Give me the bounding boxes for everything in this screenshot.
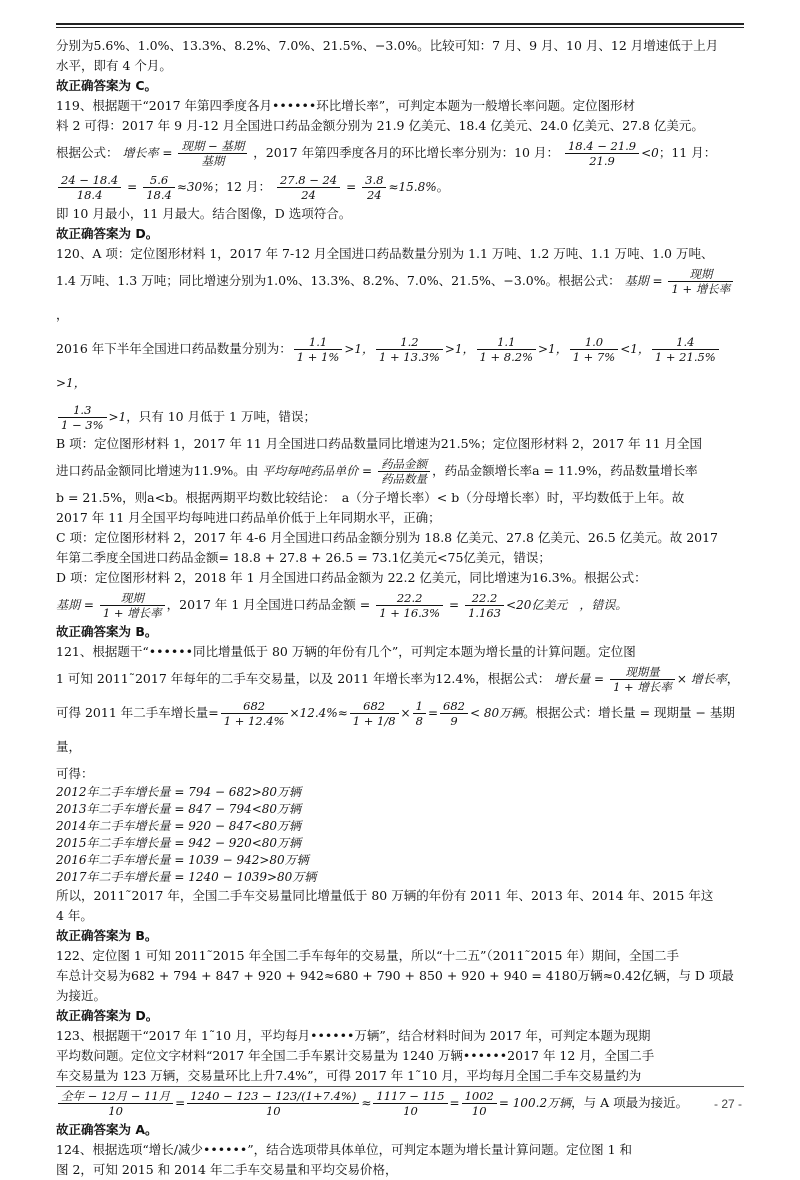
f2-cmp: >1，	[444, 342, 475, 356]
nov-num-2: 5.6	[143, 173, 175, 188]
avg-den-2: 10	[265, 1104, 281, 1118]
f4-den: 1 + 7%	[572, 350, 616, 364]
calc-2012: 2012年二手车增长量 = 794 − 682>80万辆	[56, 785, 302, 799]
footer-rule	[56, 1086, 744, 1087]
formula-mid: ，2017 年第四季度各月的环比增长率分别为：10 月：	[253, 145, 559, 160]
g-eq: =	[427, 706, 438, 720]
h2-oct-fraction	[570, 335, 619, 364]
q122-line-1: 122、定位图 1 可知 2011˜2015 年全国二手车每年的交易量，所以“十二五”（2011˜2015 年）期间，全国二手	[56, 948, 679, 963]
d-num-2: 22.2	[465, 591, 504, 606]
avg-eq-2: ≈	[361, 1096, 372, 1110]
inc-rhs: × 增长率	[676, 672, 727, 686]
q120-b-line-2-a: 进口药品金额同比增速为11.9%。由	[56, 463, 259, 478]
g-num-2: 682	[350, 699, 399, 714]
q121-line-1: 121、根据题干“••••••同比增量低于 80 万辆的年份有几个”，可判定本题为增长量的计算问题。定位图	[56, 644, 636, 659]
base-num: 现期	[668, 267, 733, 282]
g-tail: < 80万辆	[469, 706, 524, 720]
q118-line-2: 水平，即有 4 个月。	[56, 58, 172, 73]
h2-jul-fraction	[294, 335, 343, 364]
f4-cmp: <1，	[620, 342, 650, 356]
h2-sep-fraction	[477, 335, 536, 364]
q121-conclusion-2: 4 年。	[56, 908, 93, 923]
q119-fraction-line	[56, 170, 746, 204]
f6-cmp: >1	[108, 410, 127, 424]
q122-answer: 故正确答案为 D。	[56, 1008, 159, 1023]
q120-line-1: 120、A 项：定位图形材料 1，2017 年 7-12 月全国进口药品数量分别为 1.1 万吨、1.2 万吨、1.1 万吨、1.0 万吨、	[56, 246, 714, 261]
q118-answer: 故正确答案为 C。	[56, 78, 158, 93]
f3-den: 1 + 8.2%	[479, 350, 533, 364]
q121-line-3-a: 可得 2011 年二手车增长量=	[56, 705, 219, 720]
d-base-lhs: 基期 =	[56, 598, 94, 612]
g-fraction-3	[413, 699, 426, 728]
calc-2014: 2014年二手车增长量 = 920 − 847<80万辆	[56, 819, 302, 833]
g-x: ×	[400, 706, 411, 720]
q120-d-line-2	[56, 588, 746, 622]
q121-line-4: 可得：	[56, 766, 94, 781]
inc-den: 1 + 增长率	[613, 680, 672, 694]
f5-num: 1.4	[652, 335, 719, 350]
q120-line-2	[56, 264, 746, 332]
price-num: 药品金额	[378, 457, 430, 472]
q120-line-4-tail: ，只有 10 月低于 1 万吨，错误；	[126, 409, 316, 424]
q121-line-3-b: 。根据公式：增长量 = 现期量 − 基期量，	[56, 705, 735, 754]
f2-den: 1 + 13.3%	[379, 350, 440, 364]
base-den: 1 + 增长率	[671, 282, 731, 296]
avg-fraction-4	[462, 1089, 497, 1118]
q121-line-2-a: 1 可知 2011˜2017 年每年的二手车交易量，以及 2011 年增长率为12.4%，根据公式：	[56, 671, 551, 686]
inc-fraction	[610, 665, 675, 694]
q121-line-2-end: ，	[726, 671, 740, 686]
avg-eq-3: =	[449, 1096, 460, 1110]
dec-end: 。	[436, 179, 450, 194]
q120-line-3-lead: 2016 年下半年全国进口药品数量分别为：	[56, 341, 292, 356]
f1-num: 1.1	[294, 335, 343, 350]
avg-result: = 100.2万辆	[498, 1096, 572, 1110]
d-num-1: 22.2	[376, 591, 443, 606]
q119-line-2: 料 2 可得：2017 年 9 月-12 月全国进口药品金额分别为 21.9 亿美元、18.4 亿美元、24.0 亿美元、27.8 亿美元。	[56, 118, 704, 133]
avg-fraction-2	[187, 1089, 359, 1118]
calc-2015: 2015年二手车增长量 = 942 − 920<80万辆	[56, 836, 302, 850]
formula-lead: 根据公式：	[56, 145, 119, 160]
avg-num-4: 1002	[462, 1089, 497, 1104]
nov-num-1: 24 − 18.4	[58, 173, 121, 188]
document-body	[56, 36, 746, 1180]
d-base-fraction	[100, 591, 165, 620]
d-base-den: 1 + 增长率	[102, 606, 162, 620]
q119-line-1: 119、根据题干“2017 年第四季度各月••••••环比增长率”，可判定本题为一般增长率问题。定位图形材	[56, 98, 636, 113]
nov-fraction-1	[58, 173, 121, 202]
base-lhs: 基期 =	[624, 274, 663, 288]
g-fraction-2	[350, 699, 399, 728]
avg-num-2: 1240 − 123 − 123/(1+7.4%)	[187, 1089, 359, 1104]
g-den-4: 9	[450, 714, 458, 728]
f2-num: 1.2	[376, 335, 443, 350]
q123-tail: ，与 A 项最为接近。	[571, 1095, 689, 1110]
price-lhs: 平均每吨药品单价 =	[262, 464, 373, 478]
f1-cmp: >1，	[344, 342, 375, 356]
nov-eq: =	[127, 180, 138, 194]
q123-line-1: 123、根据题干“2017 年 1˜10 月，平均每月••••••万辆”，结合材料时间为 2017 年，可判定本题为现期	[56, 1028, 651, 1043]
nov-label: ；11 月：	[658, 145, 717, 160]
calc-2016: 2016年二手车增长量 = 1039 − 942>80万辆	[56, 853, 309, 867]
d-fraction-1	[376, 591, 443, 620]
f5-cmp: >1，	[56, 376, 86, 390]
f6-num: 1.3	[58, 403, 107, 418]
g-mid: ×12.4%≈	[289, 706, 348, 720]
avg-den-4: 10	[471, 1104, 487, 1118]
g-num-3: 1	[413, 699, 426, 714]
q120-b-line-1: B 项：定位图形材料 1，2017 年 11 月全国进口药品数量同比增速为21.5%；定位图形材料 2，2017 年 11 月全国	[56, 436, 702, 451]
g-den-3: 8	[415, 714, 423, 728]
nov-den-1: 18.4	[76, 188, 103, 202]
calc-2017: 2017年二手车增长量 = 1240 − 1039>80万辆	[56, 870, 317, 884]
q120-b-line-3: b = 21.5%，则a<b。根据两期平均数比较结论： a（分子增长率）< b（分母增长率）时，平均数低于上年。故	[56, 490, 685, 505]
calc-2013: 2013年二手车增长量 = 847 − 794<80万辆	[56, 802, 302, 816]
nov-fraction-2	[143, 173, 175, 202]
dec-fraction-1	[277, 173, 340, 202]
dec-num-2: 3.8	[362, 173, 386, 188]
g-num-4: 682	[440, 699, 468, 714]
f3-cmp: >1，	[538, 342, 568, 356]
q119-line-end: 即 10 月最小，11 月最大。结合图像，D 选项符合。	[56, 206, 352, 221]
avg-den-1: 10	[108, 1104, 123, 1118]
d-base-num: 现期	[100, 591, 165, 606]
avg-eq-1: =	[175, 1096, 186, 1110]
q121-answer: 故正确答案为 B。	[56, 928, 158, 943]
q119-formula-line	[56, 136, 746, 170]
f4-num: 1.0	[570, 335, 619, 350]
avg-fraction-3	[373, 1089, 447, 1118]
dec-den-1: 24	[301, 188, 316, 202]
oct-den: 21.9	[589, 154, 615, 168]
q123-formula-line	[56, 1086, 746, 1120]
d-tail: <20亿美元 ，错误。	[506, 598, 628, 612]
q120-b-line-2	[56, 454, 746, 488]
header-rule-thin	[56, 27, 744, 28]
rate-den: 基期	[201, 154, 225, 168]
dec-den-2: 24	[366, 188, 382, 202]
avg-fraction-1	[58, 1089, 173, 1118]
q120-b-line-4: 2017 年 11 月全国平均每吨进口药品单价低于上年同期水平，正确；	[56, 510, 441, 525]
inc-num: 现期量	[610, 665, 675, 680]
h2-dec-fraction	[58, 403, 107, 432]
q123-line-2: 平均数问题。定位文字材料“2017 年全国二手车累计交易量为 1240 万辆••••••2017 年 12 月，全国二手	[56, 1048, 655, 1063]
avg-num-3: 1117 − 115	[373, 1089, 447, 1104]
f1-den: 1 + 1%	[296, 350, 340, 364]
oct-num: 18.4 − 21.9	[565, 139, 639, 154]
q120-line-4	[56, 400, 746, 434]
f6-den: 1 − 3%	[61, 418, 104, 432]
q124-line-1: 124、根据选项“增长/减少••••••”，结合选项带具体单位，可判定本题为增长量计算问题。定位图 1 和	[56, 1142, 632, 1157]
q120-c-line-2: 年第二季度全国进口药品金额= 18.8 + 27.8 + 26.5 = 73.1亿美元<75亿美元，错误；	[56, 550, 551, 565]
dec-approx: ≈15.8%	[388, 180, 437, 194]
q123-line-3: 车交易量为 123 万辆，交易量环比上升7.4%”，可得 2017 年 1˜10 月，平均每月全国二手车交易量约为	[56, 1068, 642, 1083]
nov-den-2: 18.4	[146, 188, 172, 202]
d-den-2: 1.163	[468, 606, 502, 620]
base-end: ，	[56, 307, 69, 322]
q120-line-3	[56, 332, 746, 400]
page-number: - 27 -	[713, 1097, 742, 1111]
oct-cmp: <0	[641, 146, 659, 160]
q119-answer: 故正确答案为 D。	[56, 226, 159, 241]
header-rule	[56, 23, 744, 25]
g-fraction-4	[440, 699, 468, 728]
q124-line-2: 图 2，可知 2015 和 2014 年二手车交易量和平均交易价格，	[56, 1162, 398, 1177]
price-fraction	[378, 457, 430, 486]
g-den-1: 1 + 12.4%	[223, 714, 285, 728]
g-den-2: 1 + 1/8	[352, 714, 396, 728]
q120-d-line-1: D 项：定位图形材料 2，2018 年 1 月全国进口药品金额为 22.2 亿美元，同比增速为16.3%。根据公式：	[56, 570, 647, 585]
q123-answer: 故正确答案为 A。	[56, 1122, 158, 1137]
base-fraction	[668, 267, 733, 296]
q118-line-1: 分别为5.6%、1.0%、13.3%、8.2%、7.0%、21.5%、−3.0%。比较可知：7 月、9 月、10 月、12 月增速低于上月	[56, 38, 719, 53]
d-fraction-2	[465, 591, 504, 620]
d-mid: ，2017 年 1 月全国进口药品金额 =	[166, 597, 371, 612]
dec-label: ；12 月：	[213, 179, 271, 194]
d-den-1: 1 + 16.3%	[379, 606, 441, 620]
avg-den-3: 10	[403, 1104, 418, 1118]
rate-num: 现期 − 基期	[178, 139, 247, 154]
q120-c-line-1: C 项：定位图形材料 2，2017 年 4-6 月全国进口药品金额分别为 18.8 亿美元、27.8 亿美元、26.5 亿美元。故 2017	[56, 530, 719, 545]
avg-num-1: 全年 − 12月 − 11月	[58, 1089, 173, 1104]
g-num-1: 682	[221, 699, 288, 714]
dec-num-1: 27.8 − 24	[277, 173, 340, 188]
oct-fraction	[565, 139, 639, 168]
q121-line-2	[56, 662, 746, 696]
price-den: 药品数量	[381, 472, 428, 486]
q121-conclusion-1: 所以，2011˜2017 年，全国二手车交易量同比增量低于 80 万辆的年份有 2011 年、2013 年、2014 年、2015 年这	[56, 888, 714, 903]
f5-den: 1 + 21.5%	[654, 350, 716, 364]
q121-line-3	[56, 696, 746, 764]
q120-answer: 故正确答案为 B。	[56, 624, 158, 639]
q120-line-2-text: 1.4 万吨、1.3 万吨；同比增速分别为1.0%、13.3%、8.2%、7.0%、21.5%、−3.0%。根据公式：	[56, 273, 621, 288]
rate-fraction	[178, 139, 247, 168]
h2-aug-fraction	[376, 335, 443, 364]
nov-approx: ≈30%	[176, 180, 214, 194]
inc-lhs: 增长量 =	[554, 672, 605, 686]
h2-nov-fraction	[652, 335, 719, 364]
f3-num: 1.1	[477, 335, 536, 350]
d-eq: =	[449, 598, 460, 612]
q120-b-line-2-b: ，药品金额增长率a = 11.9%，药品数量增长率	[432, 463, 698, 478]
rate-lhs: 增长率 =	[122, 146, 173, 160]
g-fraction-1	[221, 699, 288, 728]
dec-fraction-2	[362, 173, 386, 202]
dec-eq: =	[346, 180, 357, 194]
q122-line-2: 车总计交易为682 + 794 + 847 + 920 + 942≈680 + 790 + 850 + 920 + 940 = 4180万辆≈0.42亿辆，与 D 项最为接近。	[56, 968, 734, 1003]
